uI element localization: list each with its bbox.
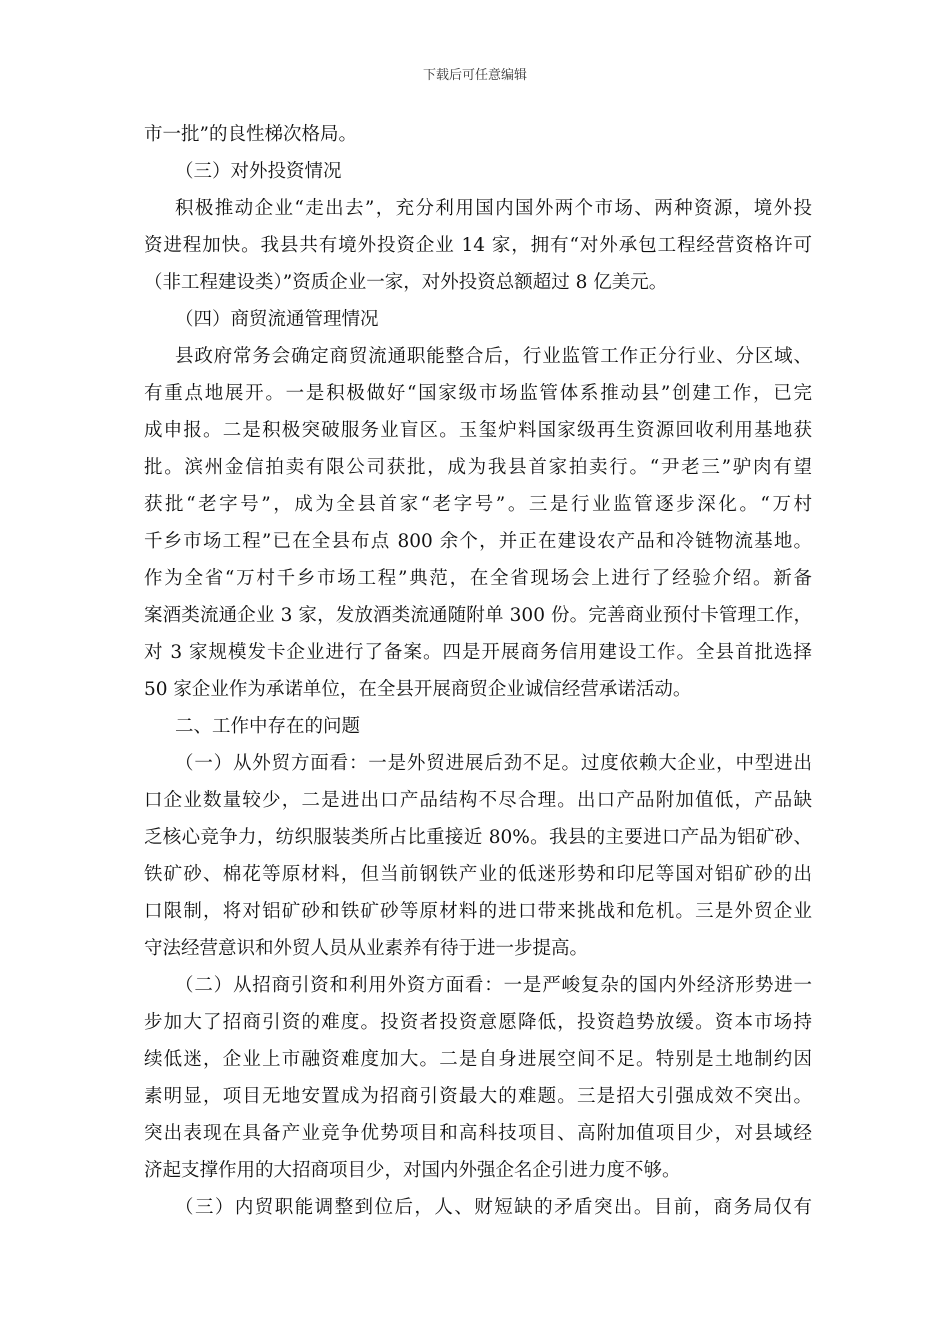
text-line: 市一批”的良性梯次格局。: [144, 124, 357, 145]
text-line: （二）从招商引资和利用外资方面看：一是严峻复杂的国内外经济形势进一: [175, 975, 812, 996]
text-line: 对 3 家规模发卡企业进行了备案。四是开展商务信用建设工作。全县首批选择: [144, 642, 812, 663]
section-heading: 二、工作中存在的问题: [175, 716, 361, 737]
text-line: 有重点地展开。一是积极做好“国家级市场监管体系推动县”创建工作，已完: [144, 383, 812, 404]
text-line: 积极推动企业“走出去”，充分利用国内国外两个市场、两种资源，境外投: [175, 198, 812, 219]
text-line: 守法经营意识和外贸人员从业素养有待于进一步提高。: [144, 938, 589, 959]
text-line: 成申报。二是积极突破服务业盲区。玉玺炉料国家级再生资源回收利用基地获: [144, 420, 812, 441]
text-line: 乏核心竞争力，纺织服装类所占比重接近 80%。我县的主要进口产品为铝矿砂、: [144, 827, 812, 848]
text-line: 获批“老字号”，成为全县首家“老字号”。三是行业监管逐步深化。“万村: [144, 494, 812, 515]
text-line: 县政府常务会确定商贸流通职能整合后，行业监管工作正分行业、分区域、: [175, 346, 812, 367]
text-line: （一）从外贸方面看：一是外贸进展后劲不足。过度依赖大企业，中型进出: [175, 753, 812, 774]
text-line: 素明显，项目无地安置成为招商引资最大的难题。三是招大引强成效不突出。: [144, 1086, 812, 1107]
text-line: 济起支撑作用的大招商项目少，对国内外强企名企引进力度不够。: [144, 1160, 681, 1181]
text-line: （非工程建设类）”资质企业一家，对外投资总额超过 8 亿美元。: [144, 272, 668, 293]
text-line: 50 家企业作为承诺单位，在全县开展商贸企业诚信经营承诺活动。: [144, 679, 692, 700]
text-line: 资进程加快。我县共有境外投资企业 14 家，拥有“对外承包工程经营资格许可: [144, 235, 812, 256]
text-line: 批。滨州金信拍卖有限公司获批，成为我县首家拍卖行。“尹老三”驴肉有望: [144, 457, 812, 478]
text-line: 千乡市场工程”已在全县布点 800 余个，并正在建设农产品和冷链物流基地。: [144, 531, 812, 552]
text-line: 步加大了招商引资的难度。投资者投资意愿降低，投资趋势放缓。资本市场持: [144, 1012, 812, 1033]
text-line: 作为全省“万村千乡市场工程”典范，在全省现场会上进行了经验介绍。新备: [144, 568, 812, 589]
text-line: 续低迷，企业上市融资难度加大。二是自身进展空间不足。特别是土地制约因: [144, 1049, 812, 1070]
text-line: 突出表现在具备产业竞争优势项目和高科技项目、高附加值项目少，对县域经: [144, 1123, 812, 1144]
text-line: 案酒类流通企业 3 家，发放酒类流通随附单 300 份。完善商业预付卡管理工作，: [144, 605, 812, 626]
section-heading: （四）商贸流通管理情况: [175, 309, 379, 330]
page-header: 下载后可任意编辑: [422, 68, 527, 83]
document-body: [144, 116, 812, 1226]
text-line: 口企业数量较少，二是进出口产品结构不尽合理。出口产品附加值低，产品缺: [144, 790, 812, 811]
text-line: 铁矿砂、棉花等原材料，但当前钢铁产业的低迷形势和印尼等国对铝矿砂的出: [144, 864, 812, 885]
section-heading: （三）对外投资情况: [175, 161, 342, 182]
text-line: 口限制，将对铝矿砂和铁矿砂等原材料的进口带来挑战和危机。三是外贸企业: [144, 901, 812, 922]
text-line: （三）内贸职能调整到位后，人、财短缺的矛盾突出。目前，商务局仅有: [175, 1197, 812, 1218]
